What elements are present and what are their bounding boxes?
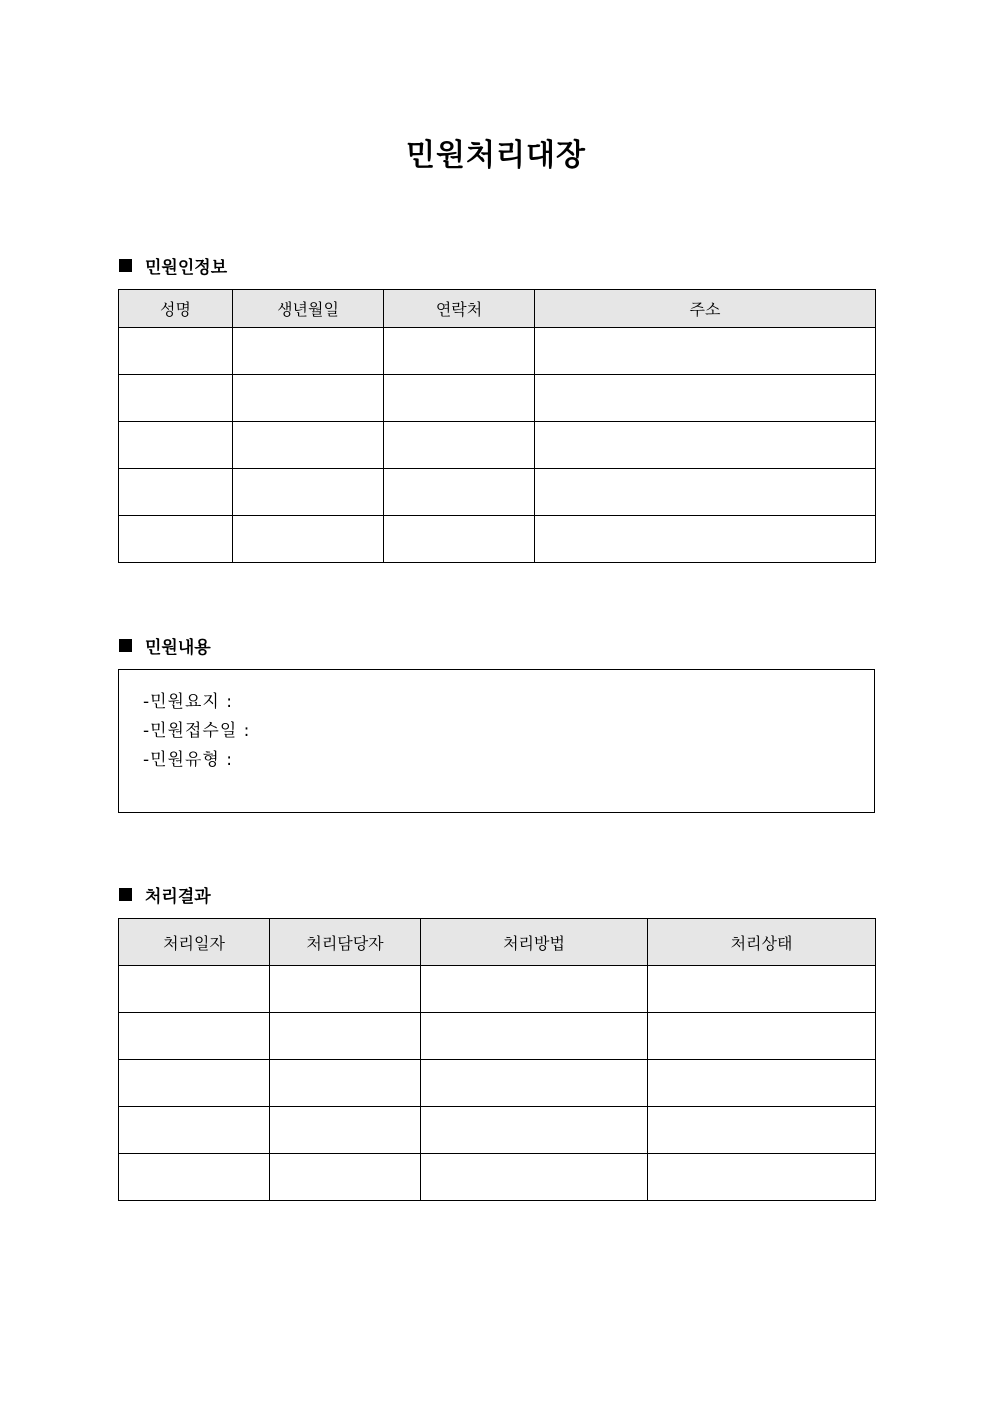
table-cell (270, 966, 421, 1013)
column-header-birthdate: 생년월일 (233, 290, 384, 328)
column-header-address: 주소 (535, 290, 876, 328)
table-cell (535, 422, 876, 469)
table-header-row (119, 290, 876, 328)
table-cell (535, 516, 876, 563)
page-title: 민원처리대장 (406, 138, 586, 173)
section-heading-label: 처리결과 (145, 886, 211, 907)
table-cell (119, 1107, 270, 1154)
table-row (119, 1107, 876, 1154)
table-cell (119, 375, 233, 422)
table-row (119, 966, 876, 1013)
table-row (119, 422, 876, 469)
table-cell (233, 328, 384, 375)
table-cell (421, 1060, 648, 1107)
table-cell (270, 1154, 421, 1201)
table-cell (421, 966, 648, 1013)
table-cell (421, 1013, 648, 1060)
table-row (119, 328, 876, 375)
processing-result-table (118, 918, 876, 1201)
table-cell (648, 1060, 876, 1107)
square-bullet-icon (119, 259, 132, 272)
table-cell (233, 375, 384, 422)
table-cell (384, 375, 535, 422)
section-heading-result (119, 882, 211, 906)
column-header-processing-date: 처리일자 (119, 919, 270, 966)
column-header-handler: 처리담당자 (270, 919, 421, 966)
table-cell (233, 516, 384, 563)
section-heading-label: 민원인정보 (145, 257, 228, 278)
table-row (119, 1060, 876, 1107)
table-cell (233, 422, 384, 469)
table-cell (119, 1060, 270, 1107)
table-cell (119, 469, 233, 516)
complaint-summary-line: -민원요지 : (143, 692, 233, 712)
table-row (119, 375, 876, 422)
table-cell (119, 422, 233, 469)
table-row (119, 469, 876, 516)
complaint-content-box (118, 669, 875, 813)
table-cell (535, 469, 876, 516)
section-heading-content (119, 633, 211, 657)
complainant-info-table (118, 289, 876, 563)
table-cell (119, 966, 270, 1013)
complaint-received-date-line: -민원접수일 : (143, 721, 251, 741)
table-cell (270, 1060, 421, 1107)
table-cell (270, 1107, 421, 1154)
column-header-contact: 연락처 (384, 290, 535, 328)
table-cell (119, 1013, 270, 1060)
table-cell (384, 516, 535, 563)
column-header-status: 처리상태 (648, 919, 876, 966)
table-cell (119, 328, 233, 375)
square-bullet-icon (119, 639, 132, 652)
table-cell (535, 375, 876, 422)
table-cell (421, 1154, 648, 1201)
table-cell (384, 328, 535, 375)
table-cell (648, 966, 876, 1013)
table-cell (648, 1013, 876, 1060)
table-cell (421, 1107, 648, 1154)
table-cell (648, 1107, 876, 1154)
table-row (119, 1013, 876, 1060)
table-row (119, 1154, 876, 1201)
table-cell (384, 469, 535, 516)
square-bullet-icon (119, 888, 132, 901)
table-cell (119, 516, 233, 563)
table-cell (270, 1013, 421, 1060)
column-header-name: 성명 (119, 290, 233, 328)
table-cell (119, 1154, 270, 1201)
section-heading-info (119, 253, 227, 277)
table-row (119, 516, 876, 563)
column-header-method: 처리방법 (421, 919, 648, 966)
table-cell (384, 422, 535, 469)
table-cell (233, 469, 384, 516)
table-header-row (119, 919, 876, 966)
table-cell (535, 328, 876, 375)
section-heading-label: 민원내용 (145, 637, 211, 658)
table-cell (648, 1154, 876, 1201)
complaint-type-line: -민원유형 : (143, 750, 233, 770)
